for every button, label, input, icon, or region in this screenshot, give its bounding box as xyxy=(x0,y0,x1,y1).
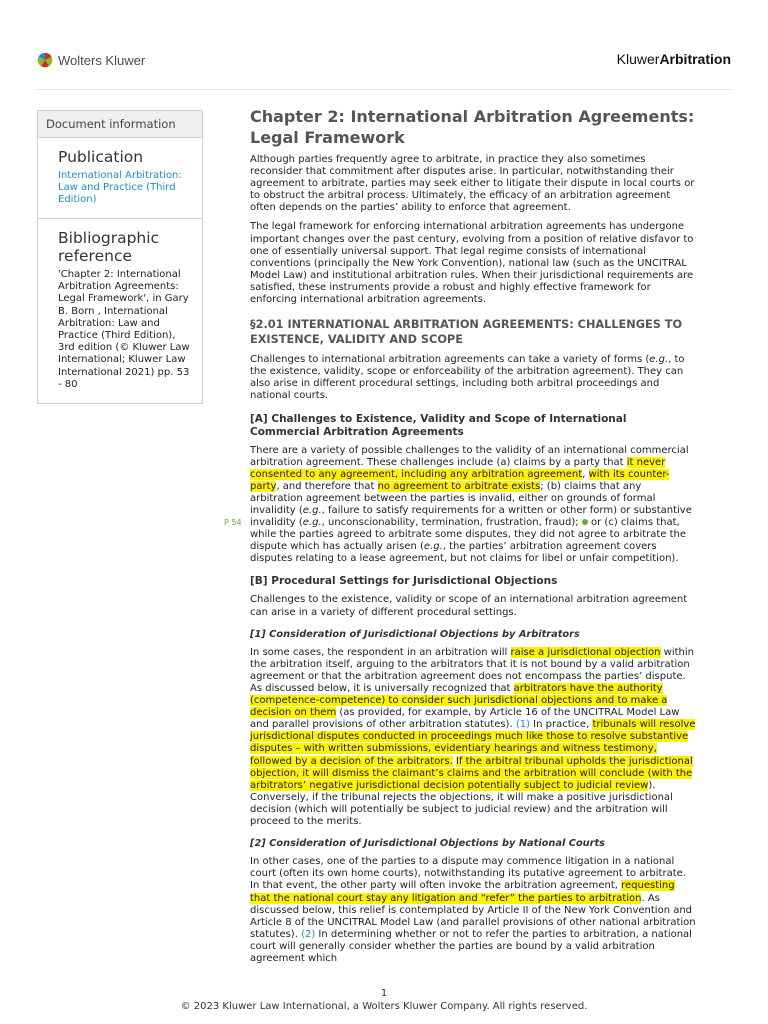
header-divider xyxy=(37,89,731,90)
main-content xyxy=(224,107,696,972)
section-201-heading: §2.01 INTERNATIONAL ARBITRATION AGREEMENTS: CHALLENGES TO EXISTENCE, VALIDITY AND SCOPE xyxy=(250,318,683,347)
subsection-b1-paragraph: In some cases, the respondent in an arbitration will raise a jurisdictional objection within the arbitration itself, arguing to the arbitrators that it is not bound by a valid arbitration agreement or that the arbitration agreement does not encompass the parties’ dispute. As discussed below, it is universally recognized that arbitrators have the authority (competence-competence) to consider such jurisdictional objections and to make a decision on them (as provided, for example, by Article 16 of the UNCITRAL Model Law and parallel provisions of other arbitration statutes). (1) In practice, tribunals will resolve jurisdictional disputes conducted in proceedings much like those to resolve substantive disputes – with written submissions, evidentiary hearings and witness testimony, followed by a decision of the arbitrators. If the arbitral tribunal upholds the jurisdictional objection, it will dismiss the claimant’s claims and the arbitration will conclude (with the arbitrators’ negative jurisdictional decision potentially subject to judicial review). Conversely, if the tribunal rejects the objections, it will make a positive jurisdictional decision (which will potentially be subject to judicial review) and the arbitration will proceed to the merits. xyxy=(250,646,696,828)
subsection-b2-heading: [2] Consideration of Jurisdictional Objections by National Courts xyxy=(250,838,605,850)
subsection-a-heading: [A] Challenges to Existence, Validity and Scope of International Commercial Arbitration Agreements xyxy=(250,412,627,438)
page-number: 1 xyxy=(380,988,388,999)
brand-bold: Arbitration xyxy=(659,51,731,67)
subsection-b1-heading: [1] Consideration of Jurisdictional Objections by Arbitrators xyxy=(250,628,580,640)
document-info-heading: Document information xyxy=(38,111,202,138)
footnote-link-1[interactable]: (1) xyxy=(515,719,530,731)
highlight: with its counter-party xyxy=(250,468,670,492)
subsection-b2-paragraph: In other cases, one of the parties to a dispute may commence litigation in a national court (often its own home courts), notwithstanding its putative agreement to arbitrate. In that event, the other party will often invoke the arbitration agreement, requesting that the national court stay any litigation and “refer” the parties to arbitration. As discussed below, this relief is contemplated by Article II of the New York Convention and Article 8 of the UNCITRAL Model Law (and parallel provisions of other national arbitration statutes). (2) In determining whether or not to refer the parties to arbitration, a national court will generally consider whether the parties are bound by a valid arbitration agreement which xyxy=(250,856,696,964)
footnote-link-2[interactable]: (2) xyxy=(301,928,316,940)
highlight: arbitrators have the authority (competence-competence) to consider such jurisdictional objections and to make a decision on them xyxy=(250,683,668,719)
brand-prefix: Kluwer xyxy=(616,51,660,67)
intro-paragraph-1: Although parties frequently agree to arbitrate, in practice they also sometimes reconsider that commitment after disputes arise. In particular, notwithstanding their agreement to arbitrate, parties may seek either to litigate their dispute in local courts or to obstruct the arbitral process. Ultimately, the efficacy of an arbitration agreement often depends on the parties’ ability to enforce that agreement. xyxy=(250,154,695,214)
bibliographic-section xyxy=(38,219,202,404)
bibliographic-title: Bibliographic reference xyxy=(58,229,160,265)
kluwer-arbitration-brand[interactable] xyxy=(617,51,731,67)
wolters-kluwer-logo-icon xyxy=(37,52,53,68)
section-201-paragraph: Challenges to international arbitration agreements can take a variety of forms (e.g., to the existence, validity, scope or enforceability of the arbitration agreement). They can also arise in different procedural settings, including both arbitral proceedings and national courts. xyxy=(250,354,685,402)
chapter-title: Chapter 2: International Arbitration Agreements: Legal Framework xyxy=(250,107,695,147)
highlight: it never consented to any agreement, including any arbitration agreement xyxy=(250,456,666,480)
subsection-b-paragraph: Challenges to the existence, validity or scope of an international arbitration agreement can arise in a variety of different procedural settings. xyxy=(250,594,688,618)
highlight: raise a jurisdictional objection xyxy=(510,646,661,658)
highlight: no agreement to arbitrate exists xyxy=(377,480,541,492)
intro-paragraph-2: The legal framework for enforcing international arbitration agreements has undergone important changes over the past century, evolving from a position of relative disfavor to one of essentially universal support. That legal regime consists of international conventions (principally the New York Convention), national law (such as the UNCITRAL Model Law) and institutional arbitration rules. When their jurisdictional requirements are satisfied, these instruments provide a robust and highly effective framework for enforcing international arbitration agreements. xyxy=(250,221,694,306)
highlight: If the arbitral tribunal upholds the jurisdictional objection, it will dismiss the claimant’s claims and the arbitration will conclude (with the arbitrators’ negative jurisdictional decision potentially subject to judicial review xyxy=(250,755,693,791)
subsection-a-paragraph: There are a variety of possible challenges to the validity of an international commercial arbitration agreement. These challenges include (a) claims by a party that it never consented to any agreement, including any arbitration agreement, with its counter-party, and therefore that no agreement to arbitrate exists; (b) claims that any arbitration agreement between the parties is invalid, either on grounds of formal invalidity (e.g., failure to satisfy requirements for a written or other form) or substantive invalidity (e.g., unconscionability, termination, frustration, fraud); or (c) claims that, while the parties agreed to arbitrate some disputes, they did not agree to arbitrate the dispute which has actually arisen (e.g., the parties’ arbitration agreement covers disputes relating to a lease agreement, but not claims for libel or unfair competition). P 54 xyxy=(224,444,692,565)
subsection-b-heading: [B] Procedural Settings for Jurisdictional Objections xyxy=(250,575,558,588)
document-info-panel xyxy=(37,110,203,404)
logo-text: Wolters Kluwer xyxy=(58,52,146,68)
publication-title: Publication xyxy=(58,148,144,166)
publication-link[interactable]: International Arbitration: Law and Practice (Third Edition) xyxy=(58,170,182,205)
highlight: tribunals will resolve jurisdictional disputes conducted in proceedings much like those to resolve substantive disputes – with written submissions, evidentiary hearings and witness testimony, followed by a decision of the arbitrators. xyxy=(250,719,696,767)
highlight: requesting that the national court stay any litigation and “refer” the parties to arbitration xyxy=(250,880,675,904)
page-marker: P 54 xyxy=(224,517,242,527)
copyright-footer: © 2023 Kluwer Law International, a Wolters Kluwer Company. All rights reserved. xyxy=(180,1001,588,1012)
publication-section xyxy=(38,138,202,219)
wolters-kluwer-logo[interactable] xyxy=(37,52,145,68)
bibliographic-reference: 'Chapter 2: International Arbitration Agreements: Legal Framework', in Gary B. Born , International Arbitration: Law and Practice (Third Edition), 3rd edition (© Kluwer Law International; Kluwer Law International 2021) pp. 53 - 80 xyxy=(58,269,190,390)
